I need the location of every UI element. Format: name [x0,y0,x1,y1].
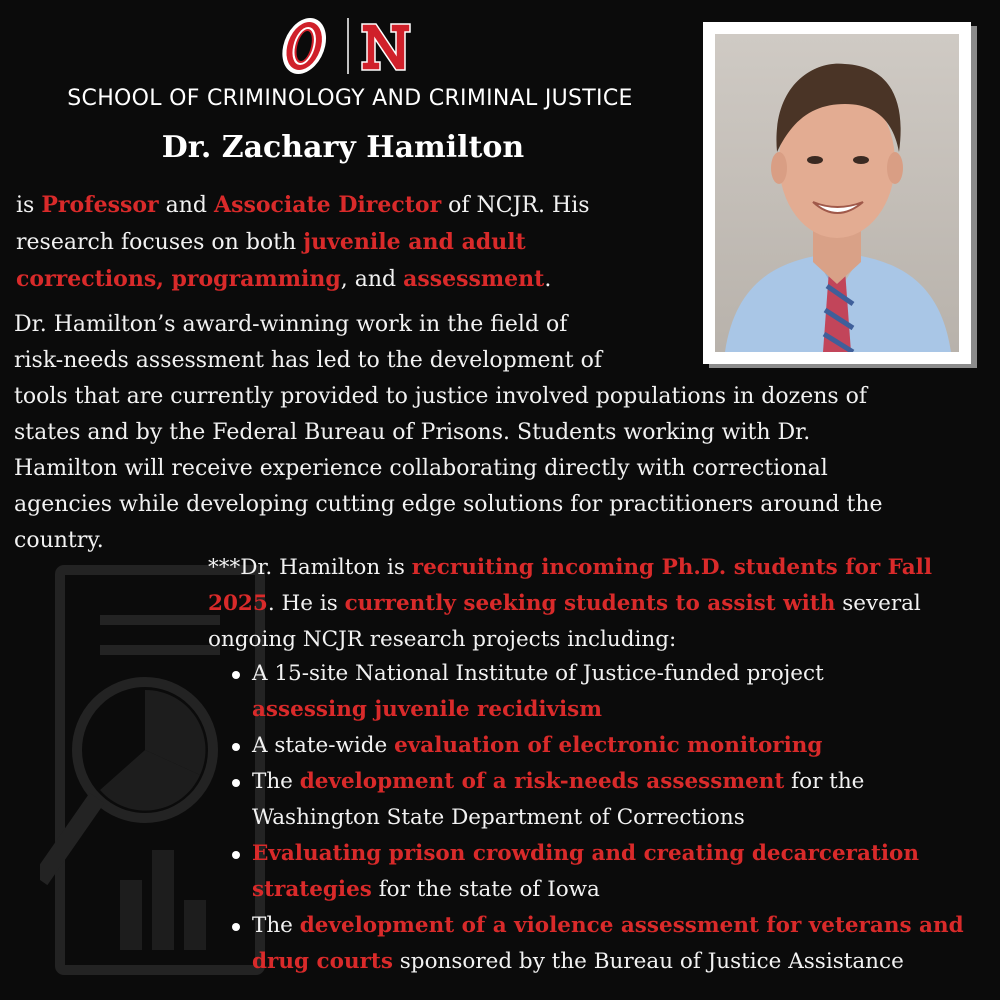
recruit-text: ***Dr. Hamilton is [208,555,412,580]
intro-highlight: assessment [403,266,545,292]
recruitment-paragraph [208,550,978,658]
item-text: The [252,769,300,794]
list-item [230,656,990,728]
body-line: states and by the Federal Bureau of Prisons. Students working with Dr. [14,420,811,445]
body-line: agencies while developing cutting edge solutions for practitioners around the [14,492,883,517]
item-text: A 15-site National Institute of Justice-funded project [252,661,824,686]
intro-text: , and [340,267,404,292]
intro-text: is [16,193,42,218]
body-line: tools that are currently provided to justice involved populations in dozens of [14,384,868,409]
project-list [230,656,990,980]
item-highlight: strategies [252,877,372,902]
intro-text: . [544,267,552,292]
item-text: for the state of Iowa [371,877,600,902]
item-text: The [252,913,300,938]
item-highlight: drug courts [252,949,393,974]
list-item [230,764,990,836]
list-item [230,728,990,764]
portrait-photo [715,34,959,352]
school-title: SCHOOL OF CRIMINOLOGY AND CRIMINAL JUSTICE [67,86,633,111]
n-logo-icon [362,24,410,70]
o-logo-icon [280,18,331,74]
item-highlight: evaluation of electronic monitoring [394,733,823,758]
intro-text: research focuses on both [16,230,304,255]
recruit-highlight: currently seeking students to assist with [344,591,836,616]
recruit-text: . He is [267,591,345,616]
item-text: sponsored by the Bureau of Justice Assistance [392,949,904,974]
university-logo [280,14,420,78]
body-line: Dr. Hamilton’s award-winning work in the field of [14,312,568,337]
item-highlight: development of a risk-needs assessment [299,769,785,794]
recruit-highlight: recruiting incoming Ph.D. students for Fall [411,555,932,580]
item-highlight: assessing juvenile recidivism [252,697,603,722]
recruit-highlight: 2025 [208,591,268,616]
intro-highlight: juvenile and adult [303,229,526,255]
body-line: Hamilton will receive experience collaborating directly with correctional [14,456,828,481]
item-highlight: development of a violence assessment for veterans and [299,913,964,938]
intro-text: of NCJR. His [441,193,590,218]
body-paragraph [14,307,974,559]
list-item [230,908,990,980]
item-text: for the [784,769,865,794]
item-text: Washington State Department of Corrections [252,805,745,830]
body-line: country. [14,528,104,553]
intro-highlight: corrections, programming [16,266,341,292]
item-highlight: Evaluating prison crowding and creating decarceration [252,841,920,866]
item-text: A state-wide [252,733,395,758]
list-item [230,836,990,908]
intro-paragraph [16,187,596,298]
intro-highlight: Associate Director [214,192,442,218]
body-line: risk-needs assessment has led to the development of [14,348,602,373]
recruit-text: several [835,591,921,616]
faculty-name: Dr. Zachary Hamilton [161,130,525,165]
intro-text: and [158,193,214,218]
intro-highlight: Professor [41,192,159,218]
recruit-text: ongoing NCJR research projects including: [208,627,677,652]
